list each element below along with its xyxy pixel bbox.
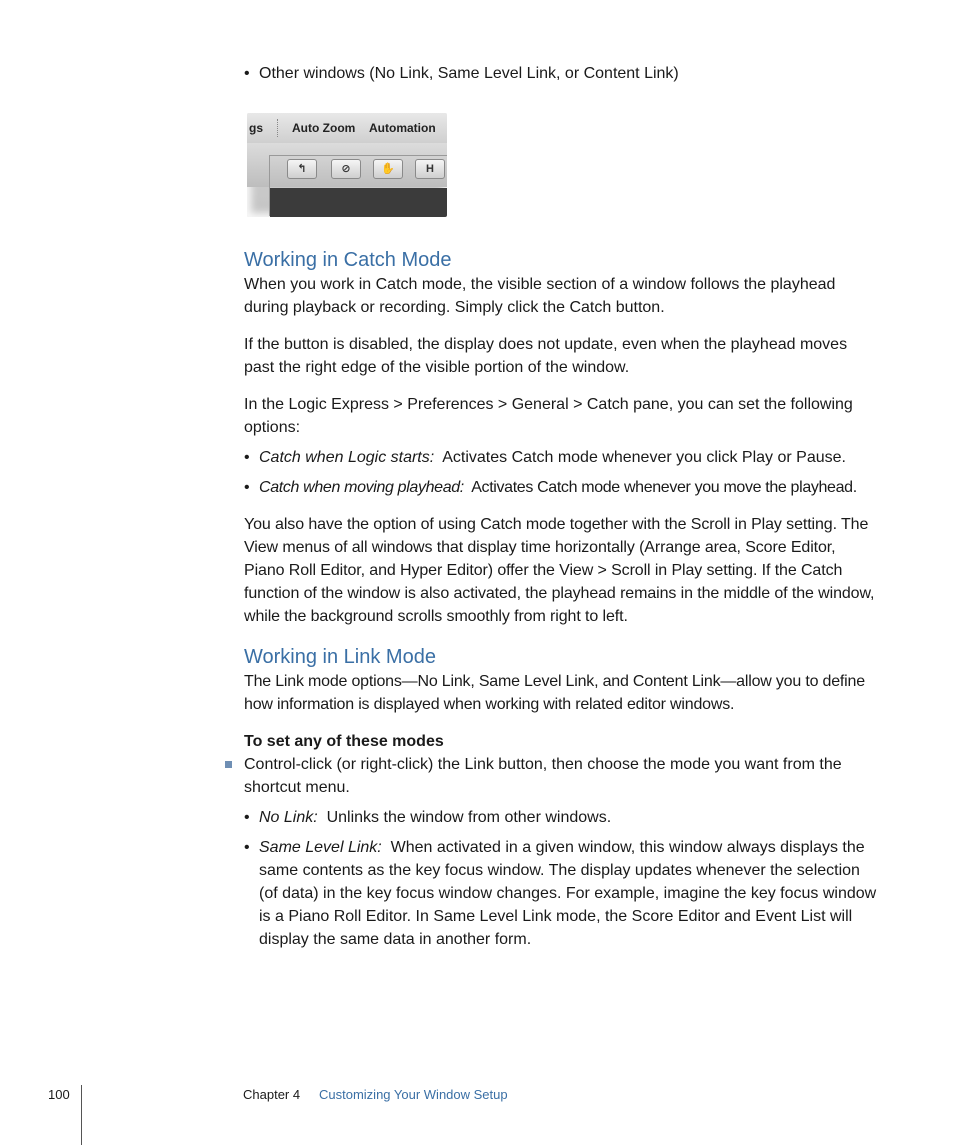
step-bullet-icon — [225, 761, 232, 768]
option-term: Catch when moving playhead: — [259, 479, 464, 496]
task-title: To set any of these modes — [244, 733, 444, 750]
catch-option-starts — [244, 446, 879, 469]
screenshot-menubar — [247, 113, 447, 143]
link-option-same-level — [244, 836, 877, 951]
intro-bullet-text: Other windows (No Link, Same Level Link, or Content Link) — [259, 65, 679, 82]
screenshot-track-area — [270, 188, 447, 217]
catch-paragraph-2: If the button is disabled, the display does not update, even when the playhead moves past the right edge of the visible portion of the window. — [244, 336, 848, 376]
task-step — [244, 753, 874, 799]
screenshot-menu-separator — [277, 119, 279, 137]
option-desc: Activates Catch mode whenever you click Play or Pause. — [442, 449, 846, 466]
option-term: Same Level Link: — [259, 839, 382, 856]
catch-paragraph-1: When you work in Catch mode, the visible section of a window follows the playhead during playback or recording. Simply click the Catch button. — [244, 276, 836, 316]
link-option-no-link — [244, 806, 879, 829]
screenshot-link-icon: ⊘ — [331, 159, 361, 179]
option-term: No Link: — [259, 809, 318, 826]
option-desc: Activates Catch mode whenever you move the playhead. — [471, 479, 857, 496]
screenshot-hyper-icon: H — [415, 159, 445, 179]
link-heading: Working in Link Mode — [244, 646, 436, 668]
bullet-dot: • — [244, 65, 250, 82]
catch-heading: Working in Catch Mode — [244, 249, 452, 271]
option-desc: Unlinks the window from other windows. — [326, 809, 612, 826]
footer-rule — [81, 1085, 82, 1145]
link-paragraph-1: The Link mode options—No Link, Same Level Link, and Content Link—allow you to define how information is displayed when working with related editor windows. — [244, 673, 865, 713]
bullet-dot: • — [244, 479, 250, 496]
screenshot-arrow-icon: ↰ — [287, 159, 317, 179]
page-number: 100 — [48, 1087, 70, 1102]
screenshot-menu-auto-zoom: Auto Zoom — [292, 121, 356, 135]
screenshot-menu-automation: Automation — [369, 121, 436, 135]
toolbar-screenshot — [247, 113, 447, 217]
footer-chapter: Chapter 4 — [243, 1087, 301, 1102]
bullet-dot: • — [244, 449, 250, 466]
bullet-dot: • — [244, 839, 250, 856]
footer-chapter-title: Customizing Your Window Setup — [319, 1087, 508, 1102]
screenshot-menu-partial: gs — [249, 121, 264, 135]
screenshot-catch-icon: ✋ — [373, 159, 403, 179]
catch-option-moving — [244, 476, 889, 499]
option-term: Catch when Logic starts: — [259, 449, 435, 466]
catch-paragraph-3: In the Logic Express > Preferences > General > Catch pane, you can set the following options: — [244, 396, 853, 436]
intro-bullet — [244, 62, 859, 85]
task-step-text: Control-click (or right-click) the Link button, then choose the mode you want from the shortcut menu. — [244, 756, 842, 796]
bullet-dot: • — [244, 809, 250, 826]
catch-paragraph-4: You also have the option of using Catch mode together with the Scroll in Play setting. The View menus of all windows that display time horizontally (Arrange area, Score Editor, Piano Roll Editor, and Hyper Editor) offer the View > Scroll in Play setting. If the Catch function of the window is also activated, the playhead remains in the middle of the window, while the background scrolls smoothly from right to left. — [244, 516, 875, 625]
option-desc: When activated in a given window, this window always displays the same contents as the key focus window. The display updates whenever the selection (of data) in the key focus window changes. For example, imagine the key focus window is a Piano Roll Editor. In Same Level Link mode, the Score Editor and Event List will display the same data in another form. — [259, 839, 877, 948]
